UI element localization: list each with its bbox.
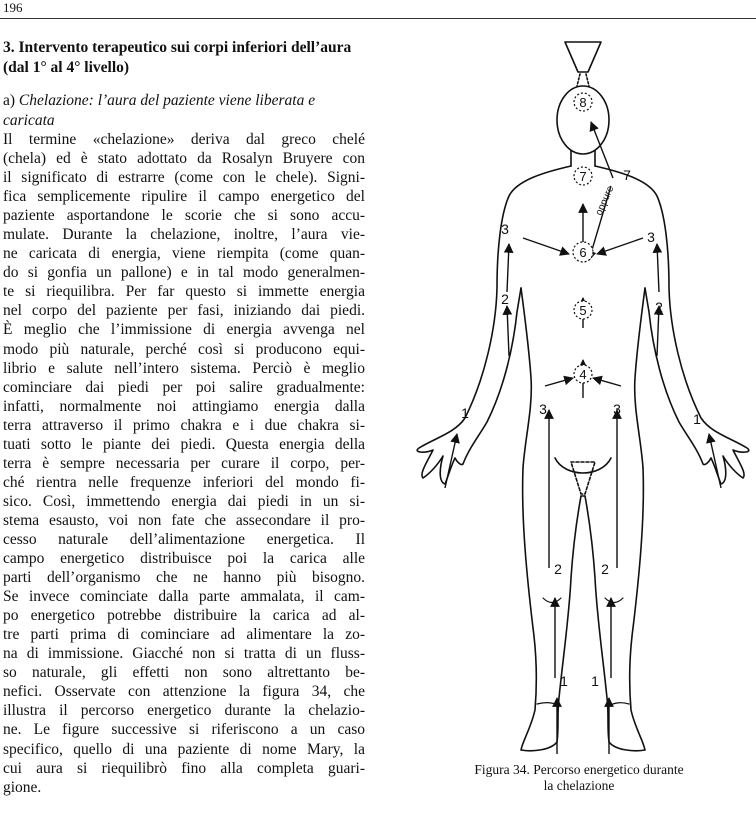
body-line: paziente asportandone le scorie che si sono accu-	[3, 207, 365, 225]
body-line: mulate. Durante la chelazione, inoltre, l’aura vie-	[3, 226, 365, 244]
hip-left-label: 3	[539, 401, 547, 417]
leg-left-mid-label: 2	[554, 561, 562, 577]
leg-right-lower-label: 1	[591, 673, 599, 689]
body-line: infatti, normalmente noi attingiamo energia dalla	[3, 397, 365, 415]
energy-arrows	[445, 122, 721, 754]
body-line: te si riequilibra. Per far questo si immette energia	[3, 283, 365, 301]
arm-left-lower-label: 1	[461, 405, 469, 421]
body-line: ne caricata di energia, viene riempita (come quan-	[3, 245, 365, 263]
body-line: terra attraverso il primo chakra e i due chakra si-	[3, 416, 365, 434]
body-text	[3, 130, 365, 797]
leg-right-mid-label: 2	[601, 561, 609, 577]
subheading-text: Chelazione: l’aura del paziente viene liberata e caricata	[3, 92, 316, 129]
pelvis-curve	[555, 458, 611, 473]
chakra-label-4: 4	[579, 367, 587, 382]
arm-left-upper-label: 3	[501, 221, 509, 237]
arm-right-mid-label: 2	[655, 299, 663, 315]
arm-right-lower-label: 1	[693, 411, 701, 427]
body-line: so naturale, gli effetti non sono altrettanto be-	[3, 664, 365, 682]
root-cone	[571, 462, 595, 494]
body-line: ne. Le figure successive si riferiscono a un caso	[3, 721, 365, 739]
right-arm-contour	[595, 166, 749, 484]
body-line: po energetico potrebbe distribuire la carica ad al-	[3, 607, 365, 625]
body-line: tuati sotto le piante dei piedi. Questa energia della	[3, 435, 365, 453]
text-column	[3, 38, 365, 797]
body-line: Il termine «chelazione» deriva dal greco chelé	[3, 131, 365, 148]
page-number: 196	[3, 0, 23, 15]
hip-right-label: 3	[613, 401, 621, 417]
body-line: ché rientra nelle frequenze inferiori del mondo fi-	[3, 473, 365, 491]
body-line: tre parti prima di cominciare ad alimentare la zo-	[3, 626, 365, 644]
chakra-label-6: 6	[579, 245, 587, 260]
body-line: fica semplicemente ripulire il campo energetico del	[3, 188, 365, 206]
body-line: cui aura si riequilibrò fino alla completa guari-	[3, 759, 365, 777]
body-line: (chela) ed è stato adottato da Rosalyn Bruyere con	[3, 150, 365, 168]
body-line: il significato di estrarre (come con le chele). Signi-	[3, 169, 365, 187]
header-rule	[0, 18, 756, 19]
body-line: do si gonfia un pallone) e in tal modo generalmen-	[3, 264, 365, 282]
body-line: cominciare dai piedi per poi salire gradualmente:	[3, 378, 365, 396]
chakra-label-5: 5	[579, 303, 587, 318]
body-line: È meglio che l’immissione di energia avvenga nel	[3, 321, 365, 339]
body-line: modo più naturale, perché così si producono equi-	[3, 340, 365, 358]
subheading	[3, 91, 365, 130]
subheading-letter: a)	[3, 92, 16, 109]
chakra-label-7: 7	[579, 169, 587, 184]
arm-right-upper-label: 3	[647, 229, 655, 245]
arm-left-mid-label: 2	[501, 291, 509, 307]
body-line: cesso naturale dell’alimentazione energetica. Il	[3, 530, 365, 548]
body-line: terra è sempre necessaria per curare il corpo, per-	[3, 454, 365, 472]
body-line: na di immissione. Giacché non si tratta di un fluss-	[3, 645, 365, 663]
left-arm-contour	[417, 166, 571, 484]
figure-caption	[405, 762, 753, 794]
body-line: nefici. Osservate con attenzione la figura 34, che	[3, 683, 365, 701]
body-line: campo energetico distribuisce poi la carica alle	[3, 550, 365, 568]
body-line: specifico, quello di una paziente di nome Mary, la	[3, 740, 365, 758]
caption-line-1: Figura 34. Percorso energetico durante	[474, 762, 684, 777]
right-leg-contour	[585, 468, 645, 751]
leg-left-lower-label: 1	[560, 673, 568, 689]
body-line: stema esausto, voi non fate che assecondare il pro-	[3, 511, 365, 529]
body-line: parti dell’organismo che ne hanno più bisogno.	[3, 569, 365, 587]
body-line: librio e salute nell’intero sistema. Perciò è meglio	[3, 359, 365, 377]
head-path-label: 7	[623, 167, 631, 183]
crown-cone	[565, 42, 601, 72]
left-leg-contour	[521, 468, 581, 751]
torso-left	[521, 288, 531, 468]
caption-line-2: la chelazione	[543, 778, 615, 793]
body-line: Se invece cominciate dalla parte ammalata, il cam-	[3, 588, 365, 606]
oppure-label: oppure	[593, 184, 617, 218]
body-line: gione.	[3, 778, 42, 796]
body-line: sico. Così, immettendo energia dai piedi in un si-	[3, 492, 365, 510]
figure-34	[405, 38, 753, 758]
body-line: nel corpo del paziente per fasi, iniziando dai piedi.	[3, 302, 365, 320]
chakra-label-8: 8	[579, 95, 587, 110]
section-heading: 3. Intervento terapeutico sui corpi inferiori dell’aura (dal 1° al 4° livello)	[3, 39, 352, 76]
chelation-body-diagram	[405, 38, 753, 758]
torso-right	[635, 288, 645, 468]
body-line: illustra il percorso energetico durante la chelazio-	[3, 702, 365, 720]
